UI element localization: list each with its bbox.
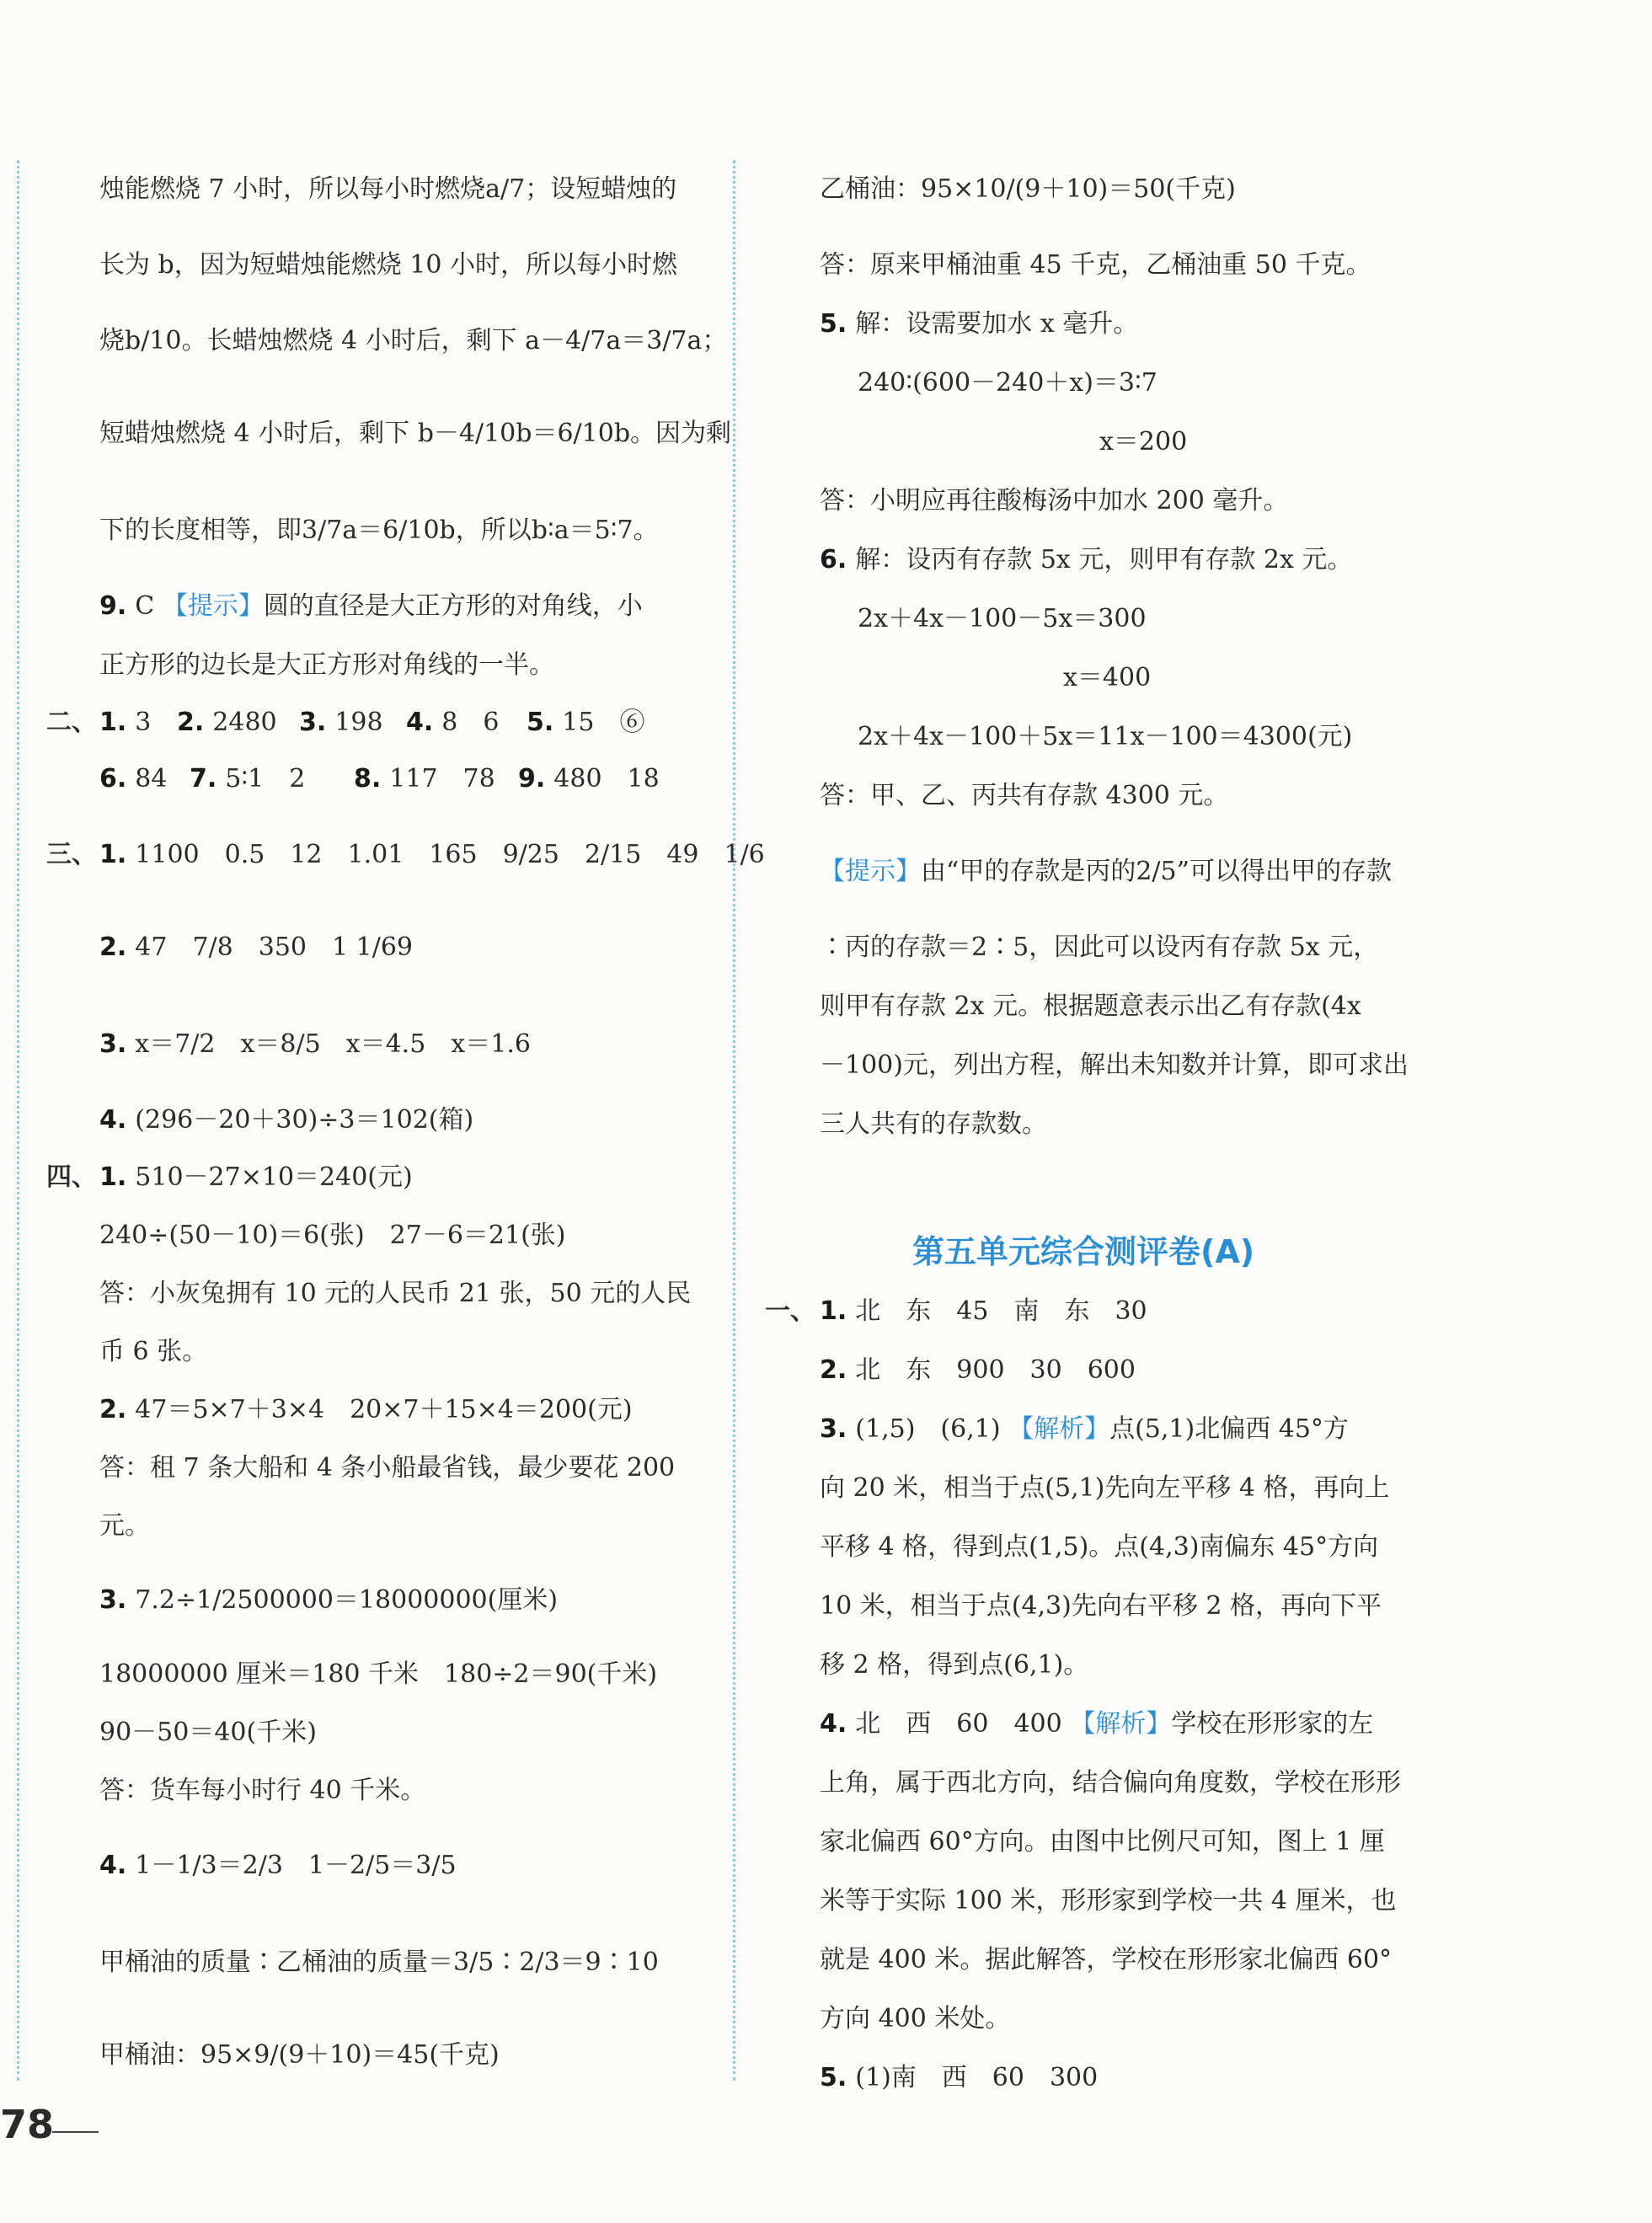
answer: 解：设需要加水 x 毫升。 <box>855 309 1139 339</box>
s2-row1-item <box>527 706 644 740</box>
unit-question-5 <box>820 2061 1098 2095</box>
text-line: 答：货车每小时行 40 千米。 <box>99 1776 426 1805</box>
answer: 5∶1 2 <box>225 764 306 794</box>
equation-line: x＝400 <box>1063 663 1152 692</box>
analysis-tag: 【解析】 <box>1008 1414 1110 1444</box>
question-number: 4. <box>99 1105 127 1135</box>
answer: 8 6 <box>441 708 500 737</box>
answer: 北 东 45 南 东 30 <box>855 1296 1147 1326</box>
s4-question-4 <box>99 1849 457 1883</box>
text-line: 平移 4 格，得到点(1,5)。点(4,3)南偏东 45°方向 <box>820 1532 1379 1562</box>
answer: 1100 0.5 12 1.01 165 9/25 2/15 49 1/6 <box>135 840 765 869</box>
question-number: 5. <box>820 309 847 339</box>
answer: 47＝5×7＋3×4 20×7＋15×4＝200(元) <box>135 1395 633 1424</box>
s2-row1-item <box>177 706 277 740</box>
page-number: 78 <box>0 2102 55 2147</box>
question-number: 9. <box>518 764 546 794</box>
answer: 117 78 <box>389 764 495 794</box>
hint-tag: 【提示】 <box>162 591 264 621</box>
s2-row1-item <box>299 706 383 740</box>
question-number: 7. <box>190 764 217 794</box>
answer: 3 <box>135 708 152 737</box>
question-5 <box>820 307 1138 341</box>
text-line: 烛能燃烧 7 小时，所以每小时燃烧a/7；设短蜡烛的 <box>99 174 677 204</box>
question-number: 6. <box>99 764 127 794</box>
text-line: 答：小灰兔拥有 10 元的人民币 21 张，50 元的人民 <box>99 1279 692 1308</box>
question-number: 2. <box>177 708 205 737</box>
answer: C <box>135 591 155 621</box>
equation-line: 2x＋4x－100＋5x＝11x－100＝4300(元) <box>858 722 1353 751</box>
question-number: 1. <box>99 1162 127 1192</box>
question-number: 2. <box>99 1395 127 1424</box>
text-line: 答：租 7 条大船和 4 条小船最省钱，最少要花 200 <box>99 1453 676 1483</box>
text-line: 短蜡烛燃烧 4 小时后，剩下 b－4/10b＝6/10b。因为剩 <box>99 419 732 448</box>
question-number: 3. <box>99 1029 127 1059</box>
text-line: 答：小明应再往酸梅汤中加水 200 毫升。 <box>820 486 1289 516</box>
answer: 480 18 <box>553 764 660 794</box>
answer: 510－27×10＝240(元) <box>135 1162 413 1192</box>
answer: 北 西 60 400 <box>855 1709 1062 1739</box>
analysis-text: 学校在形形家的左 <box>1171 1709 1374 1739</box>
text-line: 方向 400 米处。 <box>820 2004 1011 2033</box>
answer: 15 ⑥ <box>562 708 645 737</box>
text-line: 240÷(50－10)＝6(张) 27－6＝21(张) <box>99 1221 566 1250</box>
s3-question-4 <box>99 1103 473 1137</box>
text-line: 上角，属于西北方向，结合偏向角度数，学校在形形 <box>820 1768 1401 1798</box>
question-number: 5. <box>527 708 554 737</box>
question-number: 2. <box>99 932 127 962</box>
answer: 2480 <box>212 708 277 737</box>
left-column-divider <box>17 160 19 2081</box>
text-line: 币 6 张。 <box>99 1337 208 1366</box>
s3-question-3 <box>99 1028 531 1061</box>
answer: 7.2÷1/2500000＝18000000(厘米) <box>135 1585 559 1615</box>
text-line: 就是 400 米。据此解答，学校在形形家北偏西 60° <box>820 1945 1393 1975</box>
s2-row1-item <box>99 706 151 740</box>
text-line: 长为 b，因为短蜡烛能燃烧 10 小时，所以每小时燃 <box>99 250 677 280</box>
question-9 <box>99 590 643 623</box>
text-line: 正方形的边长是大正方形对角线的一半。 <box>99 650 554 680</box>
question-number: 4. <box>406 708 434 737</box>
analysis-tag: 【解析】 <box>1070 1709 1172 1739</box>
unit-title: 第五单元综合测评卷(A) <box>912 1233 1255 1270</box>
question-number: 3. <box>820 1414 847 1444</box>
equation-line: 240∶(600－240＋x)＝3∶7 <box>858 368 1157 398</box>
equation-line: 2x＋4x－100－5x＝300 <box>858 604 1147 633</box>
unit-question-2 <box>820 1354 1136 1387</box>
answer: x＝7/2 x＝8/5 x＝4.5 x＝1.6 <box>135 1029 531 1059</box>
question-number: 8. <box>354 764 382 794</box>
s2-row2-item <box>518 762 660 796</box>
s2-row2-item <box>354 762 495 796</box>
answer: 84 <box>135 764 168 794</box>
s3-question-1 <box>99 838 765 872</box>
answer: 北 东 900 30 600 <box>855 1355 1136 1385</box>
section-label-2: 二、 <box>46 708 97 737</box>
text-line: 米等于实际 100 米，形形家到学校一共 4 厘米，也 <box>820 1886 1397 1916</box>
question-number: 4. <box>820 1709 847 1739</box>
text-line: 元。 <box>99 1511 150 1541</box>
s2-row1-item <box>406 706 499 740</box>
text-line: 移 2 格，得到点(6,1)。 <box>820 1650 1089 1680</box>
text-line: 烧b/10。长蜡烛燃烧 4 小时后，剩下 a－4/7a＝3/7a； <box>99 326 728 355</box>
hint-tag: 【提示】 <box>820 857 921 886</box>
text-line: －100)元，列出方程，解出未知数并计算，即可求出 <box>820 1050 1409 1080</box>
section-label-1: 一、 <box>765 1296 815 1326</box>
section-label-3: 三、 <box>46 840 97 869</box>
question-6 <box>820 543 1352 577</box>
text-line: 向 20 米，相当于点(5,1)先向左平移 4 格，再向上 <box>820 1473 1390 1503</box>
question-number: 1. <box>99 840 127 869</box>
center-column-divider <box>733 160 735 2081</box>
answer: 1－1/3＝2/3 1－2/5＝3/5 <box>135 1851 457 1880</box>
text-line: 答：原来甲桶油重 45 千克，乙桶油重 50 千克。 <box>820 250 1371 280</box>
text-line: 乙桶油：95×10/(9＋10)＝50(千克) <box>820 174 1236 204</box>
answer: (1)南 西 60 300 <box>855 2063 1099 2092</box>
text-line: 18000000 厘米＝180 千米 180÷2＝90(千米) <box>99 1659 658 1689</box>
text-line: 90－50＝40(千米) <box>99 1718 317 1747</box>
question-number: 9. <box>99 591 127 621</box>
equation-line: x＝200 <box>1099 427 1188 457</box>
text-line: 则甲有存款 2x 元。根据题意表示出乙有存款(4x <box>820 991 1361 1021</box>
text-line: 甲桶油的质量∶乙桶油的质量＝3/5∶2/3＝9∶10 <box>99 1948 659 1977</box>
text-line: 10 米，相当于点(4,3)先向右平移 2 格，再向下平 <box>820 1591 1382 1621</box>
answer: 解：设丙有存款 5x 元，则甲有存款 2x 元。 <box>855 545 1353 574</box>
s4-question-3 <box>99 1584 558 1617</box>
answer: (296－20＋30)÷3＝102(箱) <box>135 1105 474 1135</box>
question-number: 1. <box>99 708 127 737</box>
hint-block <box>820 855 1392 889</box>
s4-question-2 <box>99 1393 633 1427</box>
text-line: 答：甲、乙、丙共有存款 4300 元。 <box>820 781 1229 810</box>
question-number: 4. <box>99 1851 127 1880</box>
unit-question-4 <box>820 1707 1373 1741</box>
s2-row2-item <box>190 762 305 796</box>
question-number: 6. <box>820 545 847 574</box>
text-line: 三人共有的存款数。 <box>820 1109 1047 1139</box>
question-number: 2. <box>820 1355 847 1385</box>
text-line: 家北偏西 60°方向。由图中比例尺可知，图上 1 厘 <box>820 1827 1385 1857</box>
text-line: 甲桶油：95×9/(9＋10)＝45(千克) <box>99 2040 500 2070</box>
answer: 47 7/8 350 1 1/69 <box>135 932 413 962</box>
s2-row2-item <box>99 762 167 796</box>
answer: 198 <box>334 708 383 737</box>
s3-question-2 <box>99 931 413 965</box>
s4-question-1 <box>99 1161 413 1194</box>
unit-question-1 <box>820 1295 1147 1328</box>
question-number: 3. <box>299 708 327 737</box>
page-number-rule <box>52 2131 99 2133</box>
hint-text: 圆的直径是大正方形的对角线，小 <box>263 591 643 621</box>
answer: (1,5) (6,1) <box>855 1414 1001 1444</box>
unit-question-3 <box>820 1413 1349 1446</box>
text-line: 下的长度相等，即3/7a＝6/10b，所以b∶a＝5∶7。 <box>99 516 659 545</box>
text-line: ∶丙的存款＝2∶5，因此可以设丙有存款 5x 元， <box>820 932 1379 962</box>
question-number: 5. <box>820 2063 847 2092</box>
question-number: 3. <box>99 1585 127 1615</box>
analysis-text: 点(5,1)北偏西 45°方 <box>1109 1414 1349 1444</box>
hint-text: 由“甲的存款是丙的2/5”可以得出甲的存款 <box>921 857 1392 886</box>
question-number: 1. <box>820 1296 847 1326</box>
section-label-4: 四、 <box>46 1162 97 1192</box>
